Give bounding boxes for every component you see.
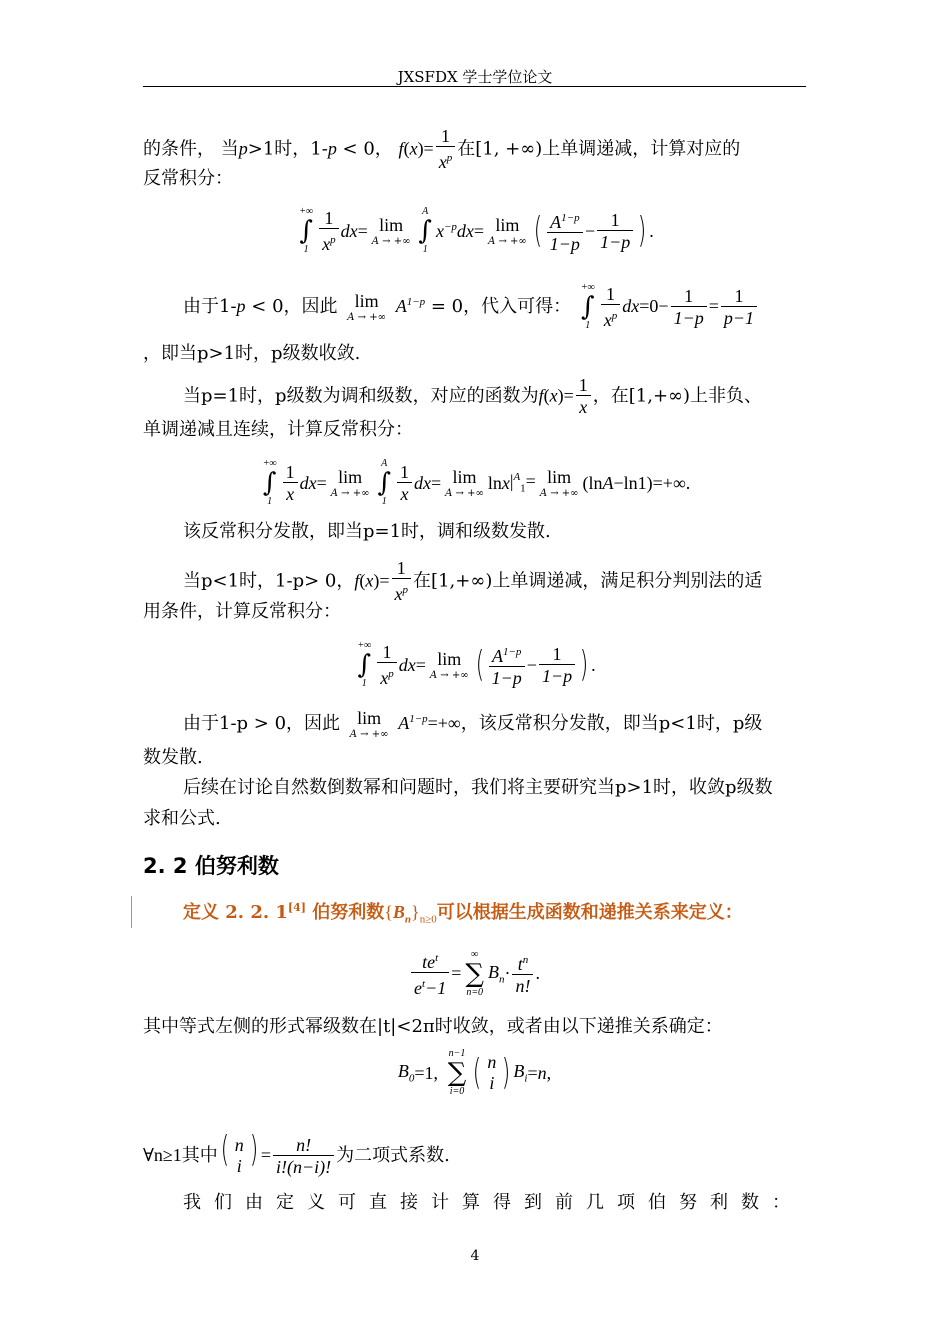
paragraph-line-5: 当p=1时，p级数为调和级数，对应的函数为f(x)= $\frac{1}{x}$ ，在[1,+∞)上非负、 bbox=[183, 375, 763, 417]
paragraph-line-8: 当p<1时，1-p> 0，f(x)= $\frac{1}{x^p}$ 在[1,+∞)上单调递减，满足积分判别法的适 bbox=[183, 558, 763, 604]
equation-generating-function: $\frac{te^t}{e^t-1}$ = ∞ ∑ n=0 $B_n$ · $\frac{t^n}{n!}$ . bbox=[143, 948, 806, 999]
header-rule bbox=[143, 86, 806, 87]
section-heading: 2. 2 伯努利数 bbox=[143, 854, 279, 878]
page-number: 4 bbox=[470, 1248, 480, 1264]
page-header: JXSFDX 学士学位论文 bbox=[397, 68, 553, 86]
paragraph-line-15: ∀n≥1其中( n i ) = $\frac{n!}{i!(n-i)!}$ 为二项式系数. bbox=[143, 1129, 450, 1177]
paragraph-line-11: 数发散. bbox=[143, 747, 203, 768]
paragraph-line-3: 由于1-p < 0，因此 lim A → +∞ $A^{1-p} = 0$，代入可得： +∞ ∫ 1 $\frac{1}{x^p}$ dx=0− $\frac{1}{1-p}$ = $\frac{1}{p-1}$ bbox=[143, 282, 806, 332]
paragraph-line-9: 用条件，计算反常积分： bbox=[143, 601, 341, 622]
paragraph-line-6: 单调递减且连续，计算反常积分： bbox=[143, 419, 413, 440]
paragraph-line-13: 求和公式. bbox=[143, 808, 221, 829]
paragraph-line-1: 的条件， 当p>1时，1-p < 0， f(x)= $\frac{1}{x^p}$ 在[1, +∞)上单调递减，计算对应的 bbox=[143, 126, 741, 172]
equation-integral-p-less-1: +∞ ∫ 1 $\frac{1}{x^p}$ dx = lim A → +∞ ( $\frac{A^{1-p}}{1-p}$ − $\frac{1}{1-p}$ ) . bbox=[357, 640, 596, 689]
equation-harmonic-integral: +∞ ∫ 1 $\frac{1}{x}$ dx = lim A → +∞ A ∫ 1 $\frac{1}{x}$ dx = lim A → +∞ ln x $|^A_1=$ lim A → +∞ (ln A −ln1)=+∞. bbox=[262, 458, 691, 507]
paragraph-line-10: 由于1-p > 0，因此 lim A → +∞ $A^{1-p}=+\infty$，该反常积分发散，即当p<1时，p级 bbox=[183, 708, 763, 740]
equation-recurrence: $B_0$ =1, n−1 ∑ i=0 ( n i ) $B_i$ = n , bbox=[397, 1048, 552, 1097]
paragraph-line-16: 我们由定义可直接计算得到前几项伯努利数： bbox=[183, 1192, 803, 1213]
paragraph-line-4: ，即当p>1时，p级数收敛. bbox=[143, 343, 361, 364]
margin-bar bbox=[131, 896, 132, 928]
equation-integral-p-greater-1: +∞ ∫ 1 $\frac{1}{x^p}$ dx = lim A → +∞ A ∫ 1 $x^{-p}dx$ = lim A → +∞ ( $\frac{A^{1-p}}{1-p}$ − $\frac{1}{1-p}$ ) . bbox=[299, 206, 654, 255]
definition-2-2-1: 定义 2. 2. 1[4] 伯努利数$\{B_n\}_{n\ge 0}$可以根据生成函数和递推关系来定义： bbox=[183, 901, 743, 926]
paragraph-line-14: 其中等式左侧的形式幂级数在|t|<2π时收敛，或者由以下递推关系确定： bbox=[143, 1016, 723, 1037]
paragraph-line-7: 该反常积分发散，即当p=1时，调和级数发散. bbox=[183, 521, 551, 542]
paragraph-line-12: 后续在讨论自然数倒数幂和问题时，我们将主要研究当p>1时，收敛p级数 bbox=[183, 777, 773, 798]
paragraph-line-2: 反常积分： bbox=[143, 168, 233, 189]
